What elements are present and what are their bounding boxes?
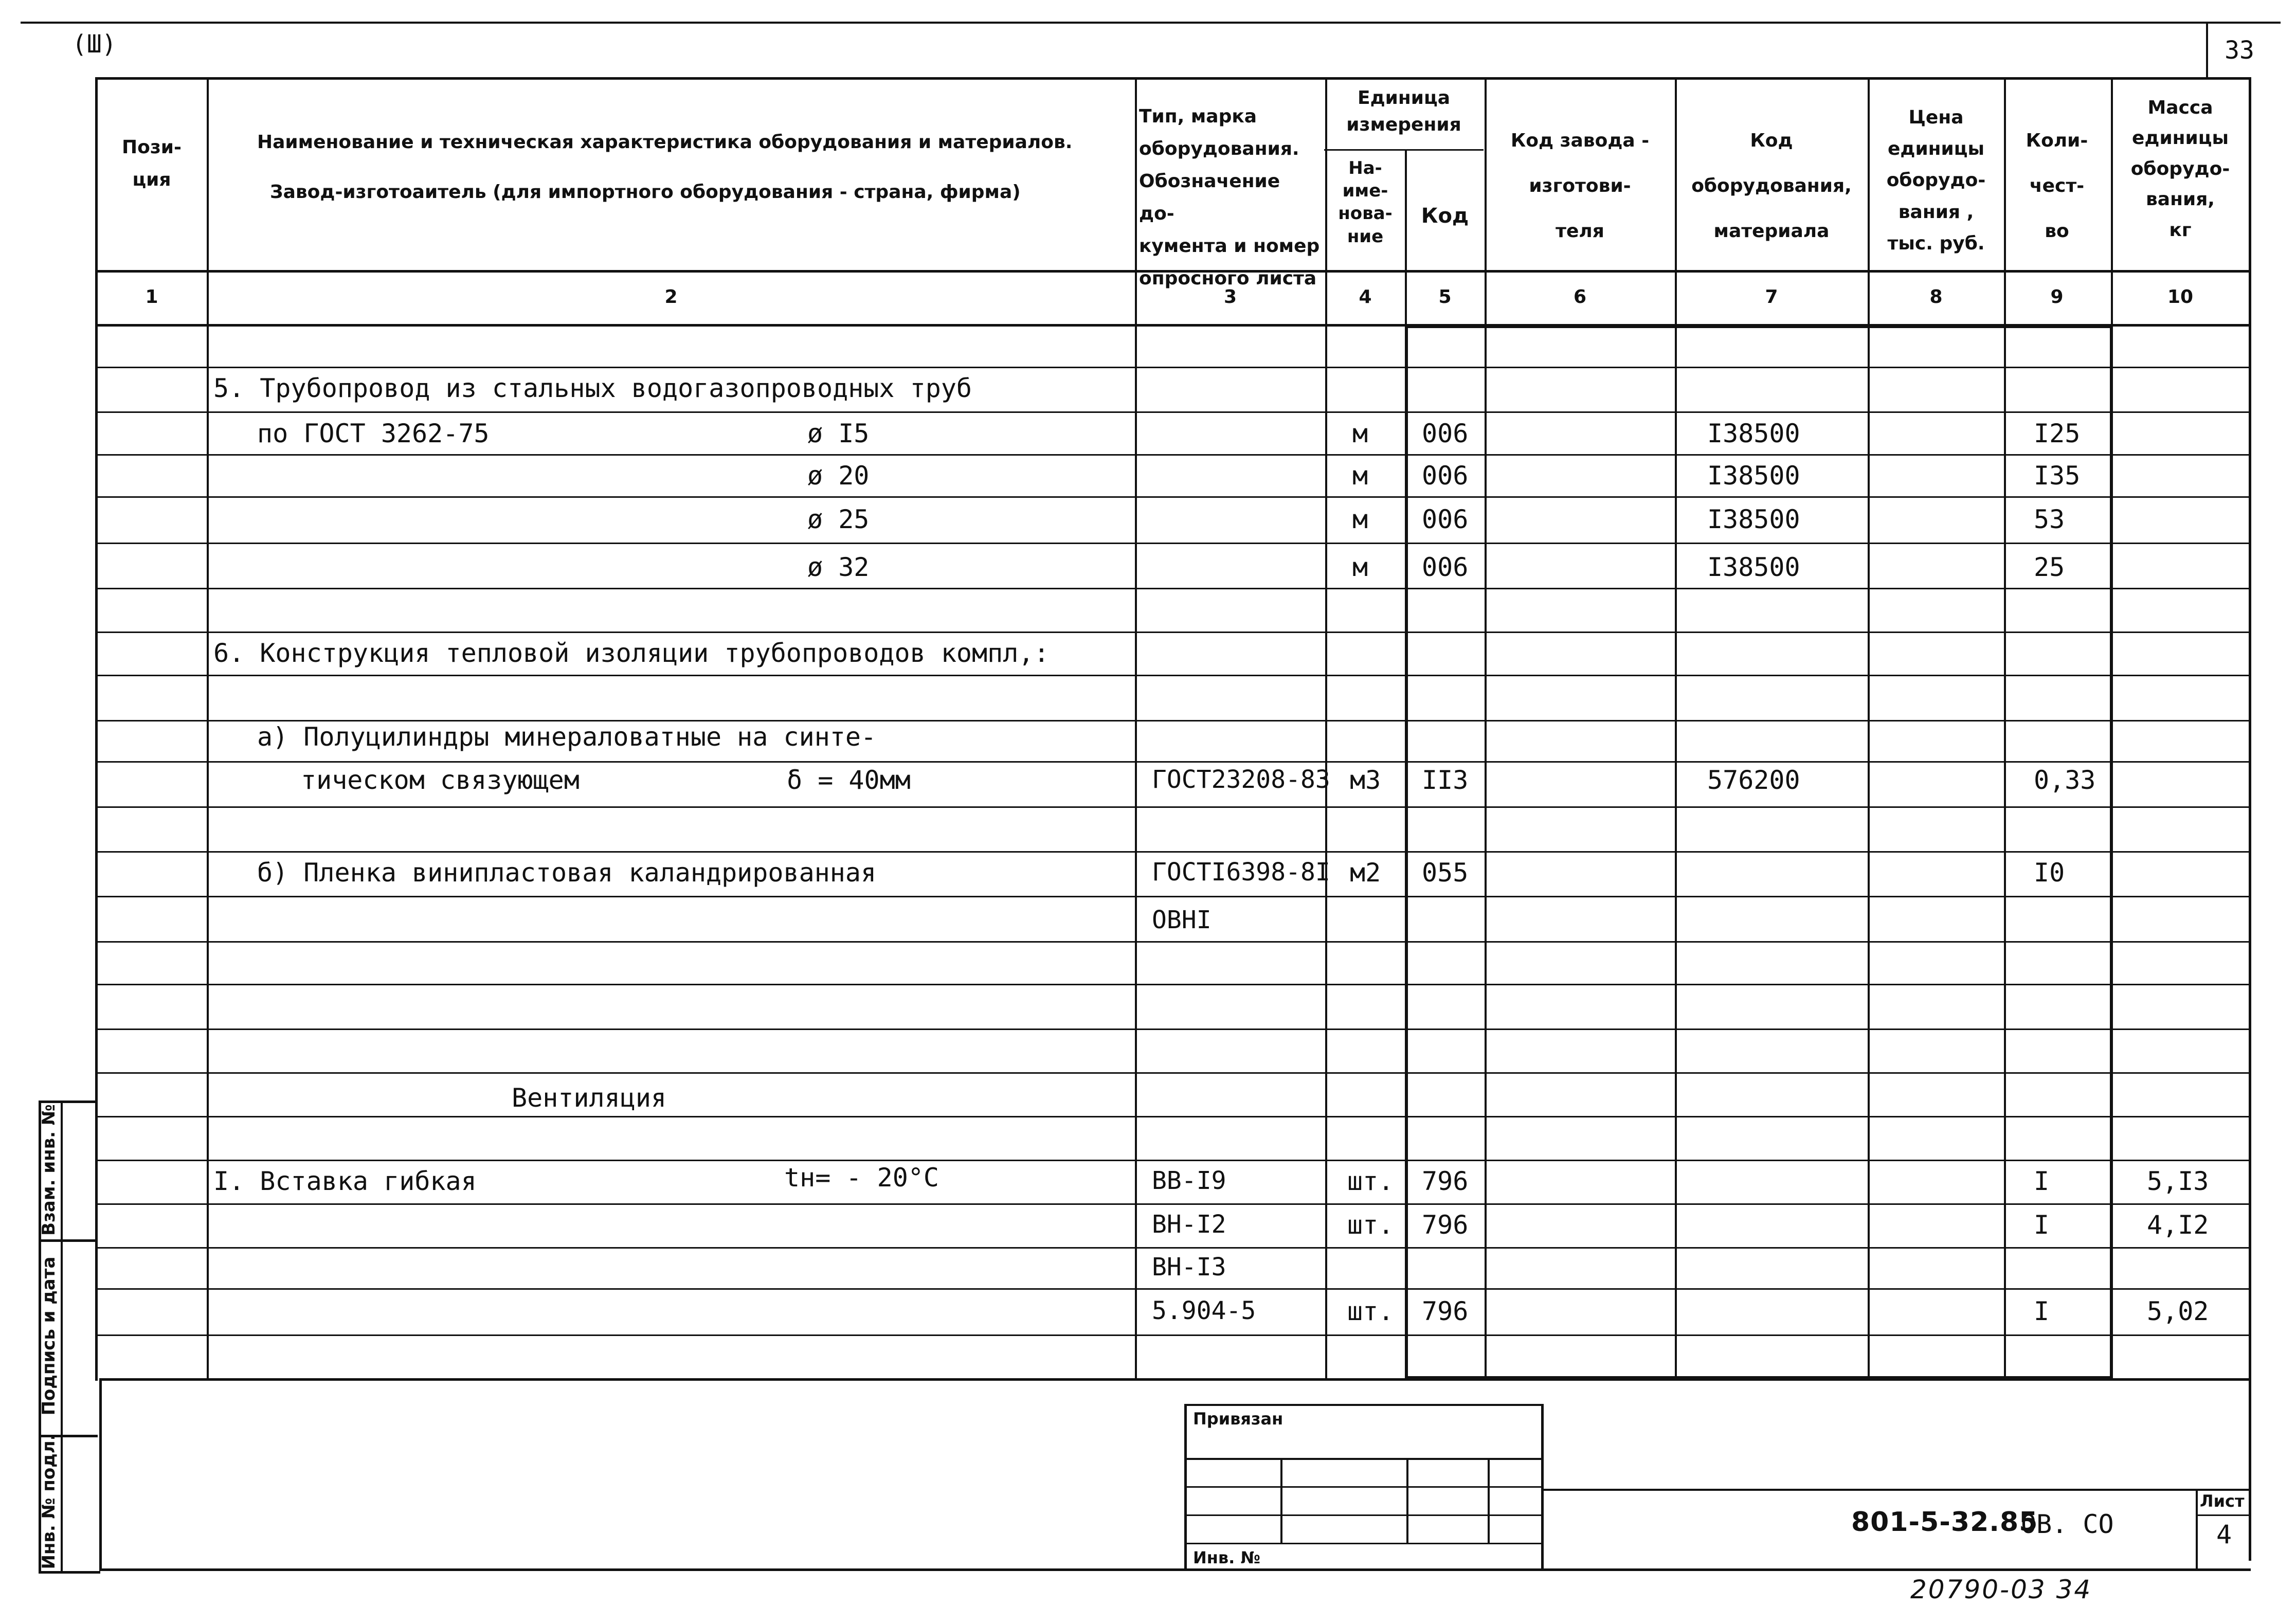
col-number-2: 2: [664, 286, 678, 308]
row-separator: [97, 851, 2250, 853]
item-quantity: I35: [2034, 461, 2081, 491]
item-name: а) Полуцилиндры минераловатные на синте-: [257, 722, 877, 752]
item-unit: м3: [1350, 765, 1381, 795]
item-name: тическом связующем: [301, 765, 580, 795]
row-separator: [97, 806, 2250, 808]
item-document: ВВ-I9: [1152, 1166, 1226, 1195]
row-separator: [97, 1028, 2250, 1030]
item-mass: 4,I2: [2147, 1210, 2209, 1240]
row-separator: [97, 1288, 2250, 1290]
header-quantity: Коли- чест- во: [2026, 130, 2088, 242]
header-plant-code: Код завода - изготови- теля: [1510, 130, 1650, 242]
item-material-code: I38500: [1707, 461, 1800, 491]
row-separator: [97, 543, 2250, 544]
row-separator: [97, 588, 2250, 589]
row-separator: [97, 984, 2250, 985]
item-document: ГОСТ23208-83: [1152, 765, 1330, 794]
sheet-number: 4: [2216, 1520, 2232, 1549]
column-separator: [1325, 77, 1327, 1380]
item-unit-code: II3: [1422, 765, 1469, 795]
item-material-code: 576200: [1707, 765, 1800, 795]
item-unit-code: 006: [1422, 504, 1469, 534]
item-quantity: 25: [2034, 552, 2065, 582]
column-separator: [1868, 77, 1870, 1380]
item-document: ВН-I2: [1152, 1210, 1226, 1239]
item-unit: м: [1352, 504, 1368, 534]
row-separator: [97, 631, 2250, 633]
item-quantity: 53: [2034, 504, 2065, 534]
section-title: Вентиляция: [512, 1083, 667, 1113]
item-quantity: I: [2034, 1296, 2050, 1326]
column-separator: [1485, 77, 1487, 1380]
col-number-4: 4: [1359, 286, 1372, 308]
item-quantity: I0: [2034, 858, 2065, 888]
col-number-5: 5: [1438, 286, 1452, 308]
item-material-code: I38500: [1707, 504, 1800, 534]
item-temperature: tн= - 20°С: [784, 1163, 939, 1193]
item-quantity: I25: [2034, 419, 2081, 448]
column-separator: [207, 77, 209, 1380]
stamp-privyazan: Привязан: [1193, 1409, 1283, 1429]
row-separator: [97, 1334, 2250, 1336]
item-name: 5. Трубопровод из стальных водогазопроводных труб: [213, 373, 972, 403]
header-type: Тип, марка оборудования. Обозначение до- кумента и номер опросного листа: [1139, 106, 1320, 289]
item-name: б) Пленка винипластовая каландрированная: [257, 858, 877, 888]
item-document: ГОСТI6398-8I: [1152, 858, 1330, 887]
item-quantity: I: [2034, 1166, 2050, 1196]
row-separator: [97, 1203, 2250, 1205]
document-code: 801-5-32.85: [1851, 1507, 2038, 1538]
row-separator: [97, 675, 2250, 676]
item-unit-code: 055: [1422, 858, 1469, 888]
col-number-1: 1: [145, 286, 158, 308]
item-size: δ = 40мм: [787, 765, 911, 795]
item-unit: м: [1352, 461, 1368, 491]
row-separator: [97, 941, 2250, 943]
header-material-code: Код оборудования, материала: [1691, 130, 1852, 242]
header-unit-code: Код: [1421, 204, 1469, 228]
column-separator: [1135, 77, 1137, 1380]
row-separator: [97, 1072, 2250, 1074]
column-separator: [2004, 77, 2006, 1380]
col-number-6: 6: [1573, 286, 1587, 308]
row-separator: [97, 367, 2250, 368]
item-name: 6. Конструкция тепловой изоляции трубопроводов компл,:: [213, 638, 1050, 668]
stamp-vzam-inv: Взам. инв. №: [39, 1104, 59, 1236]
item-unit-code: 006: [1422, 552, 1469, 582]
document-suffix: ОВ. СО: [2021, 1509, 2114, 1539]
col-number-8: 8: [1929, 286, 1943, 308]
row-separator: [97, 1160, 2250, 1161]
header-unit-group: Единица измерения: [1346, 87, 1461, 136]
row-separator: [97, 761, 2250, 763]
item-document: ВН-I3: [1152, 1253, 1226, 1282]
item-document: ОВНI: [1152, 906, 1212, 934]
item-name: по ГОСТ 3262-75: [257, 419, 490, 448]
col-number-3: 3: [1223, 286, 1237, 308]
header-name-line2: Завод-изготоаитель (для импортного оборудования - страна, фирма): [270, 182, 1021, 203]
row-separator: [97, 720, 2250, 721]
item-unit: м2: [1350, 858, 1381, 888]
item-material-code: I38500: [1707, 419, 1800, 448]
stamp-inv-original: Инв. № подл.: [39, 1434, 59, 1569]
item-document: 5.904-5: [1152, 1296, 1256, 1325]
item-mass: 5,I3: [2147, 1166, 2209, 1196]
item-unit-code: 796: [1422, 1210, 1469, 1240]
header-mass: Масса единицы оборудо- вания, кг: [2130, 97, 2230, 241]
row-separator: [97, 411, 2250, 413]
col-number-10: 10: [2167, 286, 2194, 308]
row-separator: [97, 896, 2250, 897]
sheet-label: Лист: [2200, 1491, 2245, 1511]
item-size: ø I5: [807, 419, 870, 448]
col-number-7: 7: [1765, 286, 1778, 308]
corner-mark: (Ш): [72, 30, 117, 59]
stamp-signature-date: Подпись и дата: [39, 1256, 59, 1416]
row-separator: [97, 496, 2250, 498]
item-size: ø 25: [807, 504, 870, 534]
row-separator: [97, 454, 2250, 456]
item-quantity: I: [2034, 1210, 2050, 1240]
item-unit: шт.: [1347, 1166, 1394, 1196]
item-size: ø 20: [807, 461, 870, 491]
column-separator: [1675, 77, 1677, 1380]
archive-number: 20790-03 34: [1910, 1575, 2092, 1604]
item-unit-code: 796: [1422, 1166, 1469, 1196]
item-unit-code: 796: [1422, 1296, 1469, 1326]
item-quantity: 0,33: [2034, 765, 2096, 795]
item-unit: шт.: [1347, 1296, 1394, 1326]
page-number: 33: [2225, 36, 2254, 65]
stamp-inv-no: Инв. №: [1193, 1548, 1260, 1567]
item-unit: м: [1352, 552, 1368, 582]
item-mass: 5,02: [2147, 1296, 2209, 1326]
item-material-code: I38500: [1707, 552, 1800, 582]
item-size: ø 32: [807, 552, 870, 582]
item-unit-code: 006: [1422, 461, 1469, 491]
item-unit-code: 006: [1422, 419, 1469, 448]
row-separator: [97, 1247, 2250, 1249]
item-unit: шт.: [1347, 1210, 1394, 1240]
col-number-9: 9: [2050, 286, 2064, 308]
header-price: Цена единицы оборудо- вания , тыс. руб.: [1886, 107, 1986, 254]
header-position: Пози- ция: [122, 137, 182, 190]
header-unit-name: На- име- нова- ние: [1338, 158, 1393, 247]
header-name-line1: Наименование и техническая характеристика оборудования и материалов.: [257, 132, 1073, 153]
item-name: I. Вставка гибкая: [213, 1166, 477, 1196]
row-separator: [97, 1116, 2250, 1117]
item-unit: м: [1352, 419, 1368, 448]
